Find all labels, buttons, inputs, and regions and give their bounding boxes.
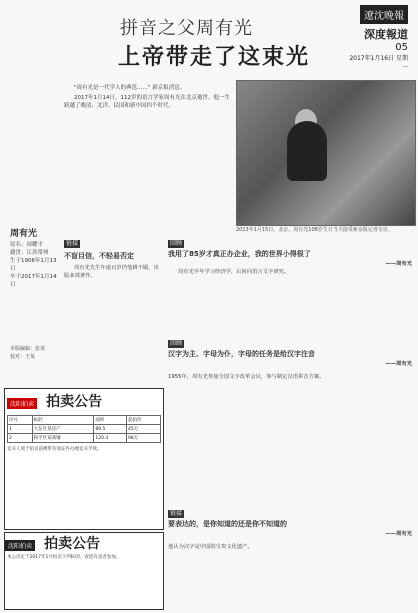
byline: ——周有光 — [385, 361, 412, 367]
bio-box — [10, 230, 60, 289]
byline: ——周有光 — [385, 261, 412, 267]
ad-title: 拍卖公告 — [44, 536, 101, 552]
table-cell: 序号 — [8, 416, 33, 425]
table-cell: 98万 — [127, 434, 161, 443]
bio-line: 籍贯：江苏常州 — [10, 250, 49, 256]
ad-tag: 沈阳拍卖 — [7, 398, 37, 409]
section-name: 深度報道 — [364, 28, 408, 41]
editor-credits — [10, 345, 60, 361]
bio-name: 周有光 — [10, 229, 38, 239]
editor-line: 校对：王某 — [10, 354, 36, 360]
photo-caption: 2013年1月15日，北京，周有光108岁生日当天接受新京报记者专访。 — [236, 227, 393, 233]
table-cell: 大东区某房产 — [32, 425, 94, 434]
table-cell: 45万 — [127, 425, 161, 434]
subheading: 我用了85岁才真正办企业，我的世界小得很了 — [168, 250, 311, 258]
column-review-2 — [168, 340, 412, 387]
bio-line: 生于1906年1月13日 — [10, 258, 57, 272]
column-review-1 — [168, 240, 412, 276]
page-number: 05 — [395, 42, 408, 53]
page-title: 上帝带走了这束光 — [118, 44, 311, 70]
section-tag: 回顾 — [170, 240, 183, 247]
table-cell: 2 — [8, 434, 33, 443]
auction-table — [7, 415, 161, 443]
masthead — [348, 4, 408, 71]
section-tag: 链接 — [170, 510, 183, 517]
bio-line: 原名：周耀平 — [10, 242, 44, 248]
ad-tag: 沈阳拍卖 — [5, 540, 35, 551]
lead-paragraph: "周有光是一代学人的典范……" 新京报消息。 — [74, 85, 186, 91]
paragraph: 周有光早年学习经济学，后转向语言文字研究。 — [178, 269, 290, 275]
table-row — [8, 416, 161, 425]
column-link-2 — [168, 510, 412, 557]
ad-header — [5, 389, 163, 413]
bio-line: 卒于2017年1月14日 — [10, 274, 57, 288]
table-cell: 120.3 — [94, 434, 127, 443]
kicker: 拼音之父周有光 — [120, 18, 253, 39]
table-cell: 1 — [8, 425, 33, 434]
photo-figure — [287, 121, 327, 181]
ad-text: 竞买人须于拍卖前携带有效证件办理竞买手续。 — [7, 447, 102, 452]
column-link — [64, 240, 164, 280]
ad-title: 拍卖公告 — [46, 394, 103, 410]
ad-header — [5, 533, 163, 553]
byline: ——周有光 — [385, 531, 412, 537]
section-tag: 回顾 — [170, 340, 183, 347]
portrait-photo — [236, 80, 416, 226]
table-cell: 89.5 — [94, 425, 127, 434]
table-cell: 和平区某商铺 — [32, 434, 94, 443]
issue-date: 2017年1月16日 星期一 — [349, 55, 408, 71]
auction-ad-2 — [4, 532, 164, 610]
lead-paragraph: 2017年1月14日，112岁的语言学家周有光在北京逝世。他一生跨越了晚清、北洋、民国和新中国四个时代。 — [64, 95, 230, 109]
ad-text: 本公司定于2017年1月拍卖下列标的，欢迎有意者参加。 — [7, 555, 121, 560]
subheading: 要表达的，是你知道的还是你不知道的 — [168, 520, 287, 528]
editor-line: 本版编辑：张某 — [10, 346, 46, 352]
section-tag: 链接 — [66, 240, 79, 247]
table-row — [8, 434, 161, 443]
table-cell: 起拍价 — [127, 416, 161, 425]
paragraph: 他认为汉字是中国的宝贵文化遗产。 — [168, 544, 253, 551]
newspaper-logo: 遼沈晚報 — [360, 5, 408, 24]
paragraph: 1955年，周有光参加全国文字改革会议，参与制定汉语拼音方案。 — [168, 374, 325, 381]
subheading: 汉字为主、字母为仆，字母的任务是给汉字注音 — [168, 350, 315, 358]
table-row — [8, 425, 161, 434]
lead-text — [64, 84, 232, 112]
table-cell: 面积 — [94, 416, 127, 425]
subheading: 不盲目信，不轻易否定 — [64, 252, 134, 260]
auction-ad — [4, 388, 164, 530]
table-cell: 标的 — [32, 416, 94, 425]
paragraph: 周有光先生年逾百岁仍笔耕不辍，出版多部著作。 — [64, 265, 159, 279]
